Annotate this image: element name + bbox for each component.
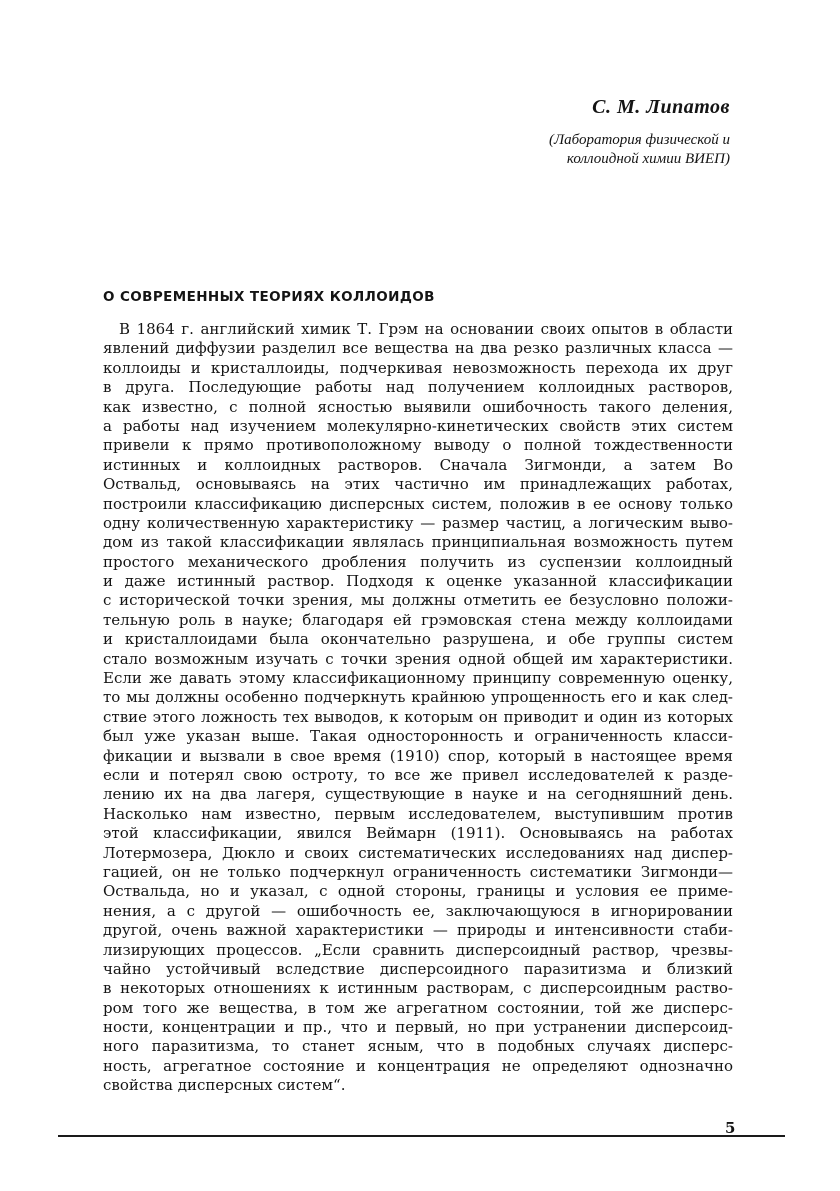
text-line: Лотермозера, Дюкло и своих систематических исследованиях над диспер- <box>103 843 733 862</box>
text-line: в некоторых отношениях к истинным растворам, с дисперсоидным раство- <box>103 979 733 998</box>
text-line: ность, агрегатное состояние и концентрация не определяют однозначно <box>103 1056 733 1075</box>
text-line: Оствальд, основываясь на этих частично им принадлежащих работах, <box>103 475 733 494</box>
text-line: Насколько нам известно, первым исследователем, выступившим против <box>103 804 733 823</box>
text-line: и кристаллоидами была окончательно разрушена, и обе группы систем <box>103 630 733 649</box>
text-line: дом из такой классификации являлась принципиальная возможность путем <box>103 533 733 552</box>
text-line: а работы над изучением молекулярно-кинетических свойств этих систем <box>103 416 733 435</box>
text-line: и даже истинный раствор. Подходя к оценке указанной классификации <box>103 572 733 591</box>
text-line: если и потерял свою остроту, то все же привел исследователей к разде- <box>103 765 733 784</box>
text-line: то мы должны особенно подчеркнуть крайнюю упрощенность его и как след- <box>103 688 733 707</box>
article-title: О СОВРЕМЕННЫХ ТЕОРИЯХ КОЛЛОИДОВ <box>103 289 435 305</box>
text-line: стало возможным изучать с точки зрения одной общей им характеристики. <box>103 649 733 668</box>
text-line: истинных и коллоидных растворов. Сначала Зигмонди, а затем Во <box>103 455 733 474</box>
text-line: простого механического дробления получить из суспензии коллоидный <box>103 552 733 571</box>
text-line: в друга. Последующие работы над получением коллоидных растворов, <box>103 378 733 397</box>
text-line: коллоиды и кристаллоиды, подчеркивая невозможность перехода их друг <box>103 358 733 377</box>
text-line: свойства дисперсных систем“. <box>103 1076 346 1095</box>
affiliation-line: (Лаборатория физической и <box>548 132 730 148</box>
text-line: ности, концентрации и пр., что и первый, но при устранении дисперсоид- <box>103 1018 733 1037</box>
text-line: Оствальда, но и указал, с одной стороны, границы и условия ее приме- <box>103 882 733 901</box>
text-line: нения, а с другой — ошибочность ее, заключающуюся в игнорировании <box>103 901 733 920</box>
page-number: 5 <box>725 1119 736 1137</box>
affiliation-line: коллоидной химии ВИЕП) <box>566 151 730 167</box>
affiliation <box>390 131 730 169</box>
text-line: фикации и вызвали в свое время (1910) спор, который в настоящее время <box>103 746 733 765</box>
text-line: одну количественную характеристику — размер частиц, а логическим выво- <box>103 513 733 532</box>
text-line: ного паразитизма, то станет ясным, что в подобных случаях дисперс- <box>103 1037 733 1056</box>
text-line: лизирующих процессов. „Если сравнить дисперсоидный раствор, чрезвы- <box>103 940 733 959</box>
footer-rule <box>58 1135 785 1137</box>
text-line: лению их на два лагеря, существующие в науке и на сегодняшний день. <box>103 785 733 804</box>
text-line: как известно, с полной ясностью выявили ошибочность такого деления, <box>103 397 733 416</box>
text-line: чайно устойчивый вследствие дисперсоидного паразитизма и близкий <box>103 959 733 978</box>
author-name: С. М. Липатов <box>592 96 730 118</box>
text-line: В 1864 г. английский химик Т. Грэм на основании своих опытов в области <box>119 320 733 338</box>
text-line: гацией, он не только подчеркнул ограниченность систематики Зигмонди— <box>103 862 733 881</box>
text-line: построили классификацию дисперсных систем, положив в ее основу только <box>103 494 733 513</box>
text-line: с исторической точки зрения, мы должны отметить ее безусловно положи- <box>103 591 733 610</box>
text-line: этой классификации, явился Веймарн (1911). Основываясь на работах <box>103 824 733 843</box>
text-line: Если же давать этому классификационному принципу современную оценку, <box>103 669 733 688</box>
text-line: ствие этого ложность тех выводов, к которым он приводит и один из которых <box>103 707 733 726</box>
text-line: был уже указан выше. Такая односторонность и ограниченность класси- <box>103 727 733 746</box>
text-line: ром того же вещества, в том же агрегатном состоянии, той же дисперс- <box>103 998 733 1017</box>
article-body <box>103 320 733 1096</box>
text-line: явлений диффузии разделил все вещества на два резко различных класса — <box>103 339 733 358</box>
text-line: привели к прямо противоположному выводу о полной тождественности <box>103 436 733 455</box>
text-line: тельную роль в науке; благодаря ей грэмовская стена между коллоидами <box>103 610 733 629</box>
text-line: другой, очень важной характеристики — природы и интенсивности стаби- <box>103 921 733 940</box>
author-block <box>390 96 730 169</box>
